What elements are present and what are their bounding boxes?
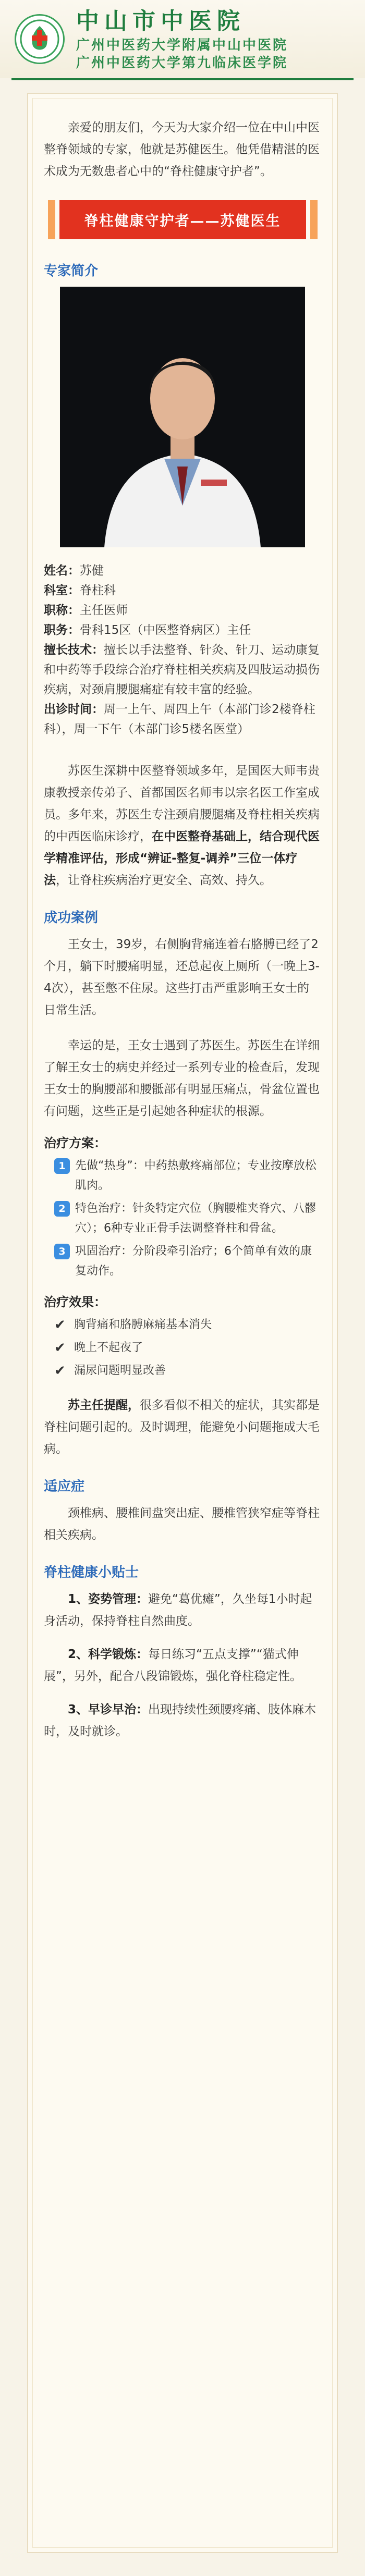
check-icon: ✔: [54, 1363, 66, 1379]
check-icon: ✔: [54, 1317, 66, 1333]
info-skill: 擅长技术：擅长以手法整脊、针灸、针刀、运动康复和中药等手段综合治疗脊柱相关疾病及四肢运动损伤疾病，对颈肩腰腿痛症有较丰富的经验。: [44, 643, 320, 696]
effect-item: ✔ 胸背痛和胳膊麻痛基本消失: [44, 1315, 321, 1335]
header-divider: [11, 78, 354, 80]
step-number-badge: 2: [54, 1201, 70, 1217]
effect-item: ✔ 漏尿问题明显改善: [44, 1361, 321, 1381]
treatment-plan-label: 治疗方案：: [44, 1136, 106, 1150]
hospital-name: 中山市中医院: [76, 8, 245, 34]
case-paragraph-1: 王女士，39岁，右侧胸背痛连着右胳膊已经了2个月，躺下时腰痛明显，还总起夜上厕所（一晚上3-4次），甚至憋不住尿。这些打击严重影响王女士的日常生活。: [44, 938, 320, 1017]
article-card: [27, 93, 338, 2553]
hospital-affiliation-1: 广州中医药大学附属中山中医院: [76, 38, 288, 53]
treatment-step: 2 特色治疗：针灸特定穴位（胸腰椎夹脊穴、八髎穴）；6种专业正骨手法调整脊柱和骨盆。: [44, 1199, 321, 1238]
info-dept: 科室：脊柱科: [44, 584, 116, 597]
tip-item: 3、早诊早治：出现持续性颈腰疼痛、肢体麻木时，及时就诊。: [44, 1703, 317, 1738]
section-title-indications: 适应症: [44, 1479, 85, 1494]
info-rank: 职称：主任医师: [44, 604, 128, 617]
tip-item: 1、姿势管理：避免“葛优瘫”，久坐每1小时起身活动，保持脊柱自然曲度。: [44, 1592, 312, 1628]
bio-paragraph: 苏医生深耕中医整脊领域多年，是国医大师韦贵康教授亲传弟子、首都国医名师韦以宗名医工作室成员。多年来，苏医生专注颈肩腰腿痛及脊柱相关疾病的中西医临床诊疗，在中医整脊基础上，结合现代医学精准评估，形成“辨证-整复-调养”三位一体疗法，让脊柱疾病治疗更安全、高效、持久。: [44, 764, 320, 887]
effect-item: ✔ 晚上不起夜了: [44, 1338, 321, 1358]
info-clinic-hours: 出诊时间：周一上午、周四上午（本部门诊2楼脊柱科），周一下午（本部门诊5楼名医堂）: [44, 703, 315, 736]
section-title-case: 成功案例: [44, 910, 99, 926]
step-number-badge: 1: [54, 1158, 70, 1174]
doctor-photo: [60, 287, 305, 547]
case-paragraph-2: 幸运的是，王女士遇到了苏医生。苏医生在详细了解王女士的病史并经过一系列专业的检查后，发现王女士的胸腰部和腰骶部有明显压痛点，骨盆位置也有问题，这些正是引起她各种症状的根源。: [44, 1039, 320, 1118]
section-title-tips: 脊柱健康小贴士: [44, 1565, 139, 1580]
treatment-step: 3 巩固治疗：分阶段牵引治疗；6个简单有效的康复动作。: [44, 1242, 321, 1281]
tip-item: 2、科学锻炼：每日练习“五点支撑”“猫式伸展”，另外，配合八段锦锻炼，强化脊柱稳定性。: [44, 1648, 302, 1683]
title-banner: [59, 200, 306, 239]
doctor-reminder: 苏主任提醒，很多看似不相关的症状，其实都是脊柱问题引起的。及时调理，能避免小问题拖成大毛病。: [44, 1399, 320, 1456]
hospital-logo-icon: [15, 14, 65, 64]
indications-text: 颈椎病、腰椎间盘突出症、腰椎管狭窄症等脊柱相关疾病。: [44, 1506, 320, 1542]
info-name: 姓名：苏健: [44, 564, 104, 578]
check-icon: ✔: [54, 1340, 66, 1356]
section-title-profile: 专家简介: [44, 263, 99, 279]
banner-text: 脊柱健康守护者——苏健医生: [84, 213, 281, 229]
intro-paragraph: 亲爱的朋友们，今天为大家介绍一位在中山中医整脊领域的专家，他就是苏健医生。他凭借精湛的医术成为无数患者心中的“脊柱健康守护者”。: [44, 121, 320, 178]
treatment-step: 1 先做“热身”：中药热敷疼痛部位；专业按摩放松肌肉。: [44, 1156, 321, 1196]
hospital-header: [0, 0, 365, 78]
treatment-effect-label: 治疗效果：: [44, 1295, 106, 1309]
info-duty: 职务：骨科15区（中医整脊病区）主任: [44, 623, 251, 637]
step-number-badge: 3: [54, 1244, 70, 1259]
hospital-affiliation-2: 广州中医药大学第九临床医学院: [76, 55, 288, 71]
